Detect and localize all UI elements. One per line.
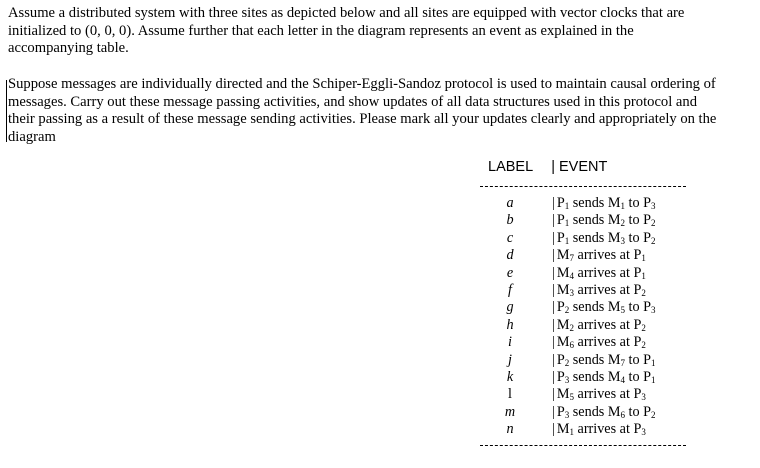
event-label: f <box>508 281 512 298</box>
event-subject-index: 1 <box>564 235 570 246</box>
label-column-header: LABEL <box>488 159 534 175</box>
row-separator: | <box>552 421 555 438</box>
intro-paragraph <box>8 5 753 58</box>
event-description <box>552 334 646 351</box>
event-object-index: 3 <box>641 392 646 403</box>
event-label: a <box>506 195 514 211</box>
row-separator: | <box>552 316 555 333</box>
event-subject-index: 3 <box>569 287 574 298</box>
table-row <box>480 195 690 212</box>
event-label: d <box>506 247 514 264</box>
event-label: m <box>504 403 516 420</box>
intro-line-3: accompanying table. <box>8 40 129 56</box>
event-action: sends M <box>569 351 621 368</box>
event-description <box>552 212 656 229</box>
instructions-line-1: Suppose messages are individually directed and the Schiper-Eggli-Sandoz protocol is used to maintain causal ordering of <box>8 76 716 92</box>
event-target: to P <box>624 351 652 368</box>
event-object-index: 2 <box>641 322 646 333</box>
event-subject-index: 1 <box>564 218 570 229</box>
event-object-index: 7 <box>620 357 625 368</box>
event-subject-index: 3 <box>564 409 570 420</box>
event-action: arrives at P <box>573 421 642 438</box>
event-subject-index: 4 <box>569 270 574 281</box>
event-subject-index: 6 <box>569 340 574 351</box>
event-action: sends M <box>569 212 621 229</box>
event-action: sends M <box>569 368 621 385</box>
event-target: to P <box>624 229 652 246</box>
event-label: b <box>506 212 514 229</box>
event-table-header <box>488 159 607 175</box>
table-row <box>480 352 690 369</box>
event-object-index: 1 <box>641 253 646 264</box>
event-subject: P <box>556 299 565 316</box>
event-subject-index: 3 <box>564 374 570 385</box>
event-action: sends M <box>569 195 621 211</box>
instructions-line-4: diagram <box>8 128 56 145</box>
row-separator: | <box>552 368 555 385</box>
table-row <box>480 230 690 247</box>
table-top-divider <box>480 186 686 187</box>
event-target: to P <box>624 403 652 420</box>
event-label: k <box>506 368 514 385</box>
event-action: sends M <box>569 229 621 246</box>
event-description <box>552 317 646 334</box>
event-subject: P <box>556 368 565 385</box>
event-description <box>552 265 646 282</box>
event-object-index: 6 <box>620 409 625 420</box>
event-label: g <box>506 299 514 316</box>
row-separator: | <box>552 212 555 229</box>
event-subject: M <box>556 386 570 403</box>
row-separator: | <box>552 386 555 403</box>
intro-line-2: initialized to (0, 0, 0). Assume further that each letter in the diagram represents an event as explained in the <box>8 22 634 39</box>
event-object-index: 4 <box>620 374 625 385</box>
event-description <box>552 352 656 369</box>
event-description <box>552 369 656 386</box>
event-action: arrives at P <box>573 281 642 298</box>
event-subject: M <box>556 264 570 281</box>
event-description <box>552 299 656 316</box>
event-label: i <box>508 334 512 351</box>
row-separator: | <box>552 195 555 211</box>
table-row <box>480 369 690 386</box>
event-label: h <box>506 316 514 333</box>
event-subject-index: 2 <box>569 322 574 333</box>
table-bottom-divider <box>480 445 686 446</box>
table-row <box>480 386 690 403</box>
table-row <box>480 299 690 316</box>
event-column-header: | EVENT <box>551 159 608 175</box>
event-object-index: 3 <box>641 427 646 438</box>
row-separator: | <box>552 334 555 351</box>
event-object-index: 2 <box>641 287 646 298</box>
event-subject-index: 5 <box>569 392 574 403</box>
event-subject: P <box>556 351 565 368</box>
event-action: arrives at P <box>573 386 642 403</box>
event-action: arrives at P <box>573 264 642 281</box>
instructions-paragraph <box>8 76 753 146</box>
table-row <box>480 317 690 334</box>
event-label: l <box>508 386 512 403</box>
event-object-index: 2 <box>641 340 646 351</box>
event-description <box>552 282 646 299</box>
event-subject-index: 1 <box>564 201 570 211</box>
event-object-index: 2 <box>620 218 625 229</box>
event-target-index: 3 <box>651 201 656 211</box>
intro-line-1: Assume a distributed system with three sites as depicted below and all sites are equipped with vector clocks that are <box>8 5 685 21</box>
event-target: to P <box>624 299 652 316</box>
event-action: arrives at P <box>573 334 642 351</box>
instructions-line-3: their passing as a result of these message sending activities. Please mark all your updates clearly and appropriately on the <box>8 111 717 127</box>
event-label: n <box>506 421 514 438</box>
row-separator: | <box>552 351 555 368</box>
event-subject: M <box>556 316 570 333</box>
table-row <box>480 334 690 351</box>
event-target: to P <box>624 212 652 229</box>
event-target-index: 1 <box>651 357 656 368</box>
row-separator: | <box>552 264 555 281</box>
event-object-index: 3 <box>620 235 625 246</box>
event-object-index: 1 <box>620 201 625 211</box>
event-target-index: 2 <box>651 235 656 246</box>
event-subject: P <box>556 195 565 211</box>
event-action: arrives at P <box>573 316 642 333</box>
table-row <box>480 421 690 438</box>
event-label: j <box>508 351 512 368</box>
event-target-index: 2 <box>651 218 656 229</box>
table-row <box>480 247 690 264</box>
event-subject: M <box>556 247 570 264</box>
row-separator: | <box>552 247 555 264</box>
event-target: to P <box>624 368 652 385</box>
table-row <box>480 404 690 421</box>
event-subject-index: 2 <box>564 357 570 368</box>
table-row <box>480 265 690 282</box>
event-description <box>552 421 646 438</box>
event-subject: P <box>556 229 565 246</box>
event-description <box>552 386 646 403</box>
event-description <box>552 404 656 421</box>
row-separator: | <box>552 281 555 298</box>
event-description <box>552 195 656 212</box>
event-description <box>552 247 646 264</box>
event-target-index: 3 <box>651 305 656 316</box>
event-action: sends M <box>569 299 621 316</box>
row-separator: | <box>552 229 555 246</box>
table-row <box>480 212 690 229</box>
instructions-line-2: messages. Carry out these message passing activities, and show updates of all data structures used in this protocol and <box>8 93 697 110</box>
event-subject: M <box>556 281 570 298</box>
change-bar <box>6 80 7 142</box>
event-action: arrives at P <box>573 247 642 264</box>
event-table <box>480 195 690 438</box>
event-subject: P <box>556 403 565 420</box>
event-label: e <box>506 264 514 281</box>
row-separator: | <box>552 403 555 420</box>
event-subject-index: 1 <box>569 427 574 438</box>
event-label: c <box>506 229 514 246</box>
event-description <box>552 230 656 247</box>
event-target-index: 1 <box>651 374 656 385</box>
event-action: sends M <box>569 403 621 420</box>
event-subject: P <box>556 212 565 229</box>
event-target-index: 2 <box>651 409 656 420</box>
event-subject: M <box>556 421 570 438</box>
event-object-index: 5 <box>620 305 625 316</box>
event-target: to P <box>624 195 652 211</box>
event-subject-index: 2 <box>564 305 570 316</box>
table-row <box>480 282 690 299</box>
row-separator: | <box>552 299 555 316</box>
event-subject: M <box>556 334 570 351</box>
event-subject-index: 7 <box>569 253 574 264</box>
event-object-index: 1 <box>641 270 646 281</box>
